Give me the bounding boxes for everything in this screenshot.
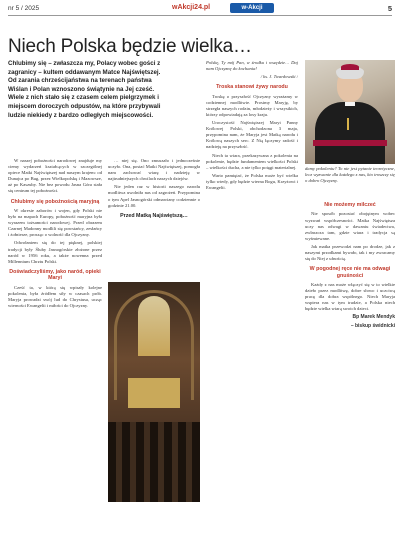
subheading: Przed Matką Najświętszą… <box>120 212 188 219</box>
paragraph: Troskę o przyszłość Ojczyzny wyrażamy w codziennej modlitwie. Prosimy Maryję, by strzegła naszych rodzin, młodzieży i wszystkich, którzy odpowiadają za losy kraju. <box>206 93 298 117</box>
subheading: W pogodnej ręce nie ma odwagi gnuśności <box>309 266 391 279</box>
paragraph: W naszej pobożności narodowej znajduje my ciemy wydarzeń kształcących w szczególnej opiece Matki Najświętszej nad naszym krajem: od Dunajca po Bug, przez Wielkopolskę i Mazowsze, aż po Kaszuby. Nie bez powodu Jasna Góra stała się centrum tej pobożności. <box>8 158 102 194</box>
photo-congregation <box>108 422 200 502</box>
paragraph: Nie jeden raz w historii naszego narodu modlitwa uwolniła nas od zagrożeń. Przypomina o tym Apel Jasnogórski odmawiany codziennie o godzinie 21.00. <box>108 184 200 208</box>
author-role: – biskup świdnicki <box>350 322 395 329</box>
bishop-portrait <box>305 60 395 164</box>
paragraph: … niej się. Ono zmuszało i jednocześnie uczyło. Ona, postać Matki Najświętszej, pomogła nam zachować wiarę i nadzieję w najtrudniejszych chwilach naszych dziejów. <box>108 158 200 182</box>
author-name: Bp Marek Mendyk <box>352 314 395 321</box>
portrait-side-text: damy pokoleniu? To nie jest pytanie teoretyczne, lecz wyzwanie dla każdego z nas, kto troszczy się o dobro Ojczyzny. <box>305 166 395 184</box>
poem-quote: Polskę, Ty mój Pan, w środku i wszędzie… Daj nam Ojczyznę do kochania! <box>206 60 298 72</box>
column-2 <box>108 158 200 278</box>
subheading: Doświadczyliśmy, jako naród, opieki Maryi <box>9 268 101 282</box>
brand-name[interactable]: wAkcji24.pl <box>172 4 211 11</box>
paragraph: Niech ta wiara, przekazywana z pokolenia na pokolenie, będzie fundamentem wielkości Polski – wielkości ducha, a nie tylko potęgi materialnej. <box>206 152 298 170</box>
portrait-cassock <box>315 102 385 164</box>
paragraph: Odwołaniem się do tej pięknej, polskiej tradycji były Śluby Jasnogórskie złożone przez naród w 1956 roku, a także nowenna przed Millennium Chrztu Polski. <box>8 240 102 264</box>
photo-altar <box>128 378 180 408</box>
paragraph: W okresie zaborów i wojen, gdy Polski nie było na mapach Europy, pobożność maryjna była wyrazem tożsamości narodowej. Przed obrazem Czarnej Madonny modlili się powstańcy, zesłańcy i żołnierze, prosząc o wolność dla Ojczyzny. <box>8 207 102 238</box>
subheading: Troska stanowi żywy narodu <box>216 84 288 91</box>
column-1 <box>8 158 102 498</box>
subheading: Nie możemy milczeć <box>324 202 376 208</box>
church-interior-photo <box>108 282 200 502</box>
paragraph: Cześć ta, w którą się wpisały kolejne pokolenia, była źródłem siły w czasach prób. Maryja prowadzi swój lud do Chrystusa, ucząc wierności Ewangelii i miłości do Ojczyzny. <box>8 284 102 308</box>
quote-source: / ks. J. Twardowski / <box>260 74 298 80</box>
article-lead: Chlubimy się – zwłaszcza my, Polacy wobec gości z zagranicy – kultem oddawanym Matce Najświętszej. Od zarania chrześcijaństwa na terenach państwa Wiślan i Polan wznoszono świątynie na Jej cześć. Wiele z nich stało się z czasem celem pielgrzymek i miejscem doroczych odpustów, na które przybywali ludzie niekiedy z bardzo odległych miejscowości. <box>8 60 161 119</box>
paragraph: Każdy z nas może włączyć się w to wielkie dzieło przez modlitwę, dobre słowo i uczciwą pracę dla dobra wspólnego. Niech Maryja wspiera nas w tym trudzie, a Polska niech będzie wielka wiarą swoich dzieci. <box>305 281 395 312</box>
page-header <box>8 3 392 15</box>
paragraph: Jak matka przewodzi nam po drodze, jak z naszymi przodkami bywało, tak i my zwracamy się do Niej z ufnością. <box>305 243 395 262</box>
pectoral-cross-icon <box>347 118 353 130</box>
paragraph: Uroczystość Najświętszej Maryi Panny Królowej Polski, obchodzona 3 maja, przypomina nam, że Maryja jest Matką narodu i Królową naszych serc. Z Nią łączymy radość i nadzieję na przyszłość. <box>206 120 298 150</box>
article-title: Niech Polska będzie wielka… <box>8 36 252 57</box>
paragraph: Warto pamiętać, że Polska może być wielka tylko wtedy, gdy będzie wierna Bogu, Krzyżowi i Ewangelii. <box>206 172 298 190</box>
page-number: 5 <box>387 4 392 13</box>
issue-number: nr 5 / 2025 <box>8 5 40 12</box>
subheading: Chlubimy się pobożnością maryjną <box>10 198 100 205</box>
column-3 <box>206 60 298 500</box>
header-rule <box>8 15 392 16</box>
portrait-zucchetto <box>341 64 359 70</box>
paragraph: Nie sposób pozostać obojętnym wobec wyzwań współczesności. Matka Najświętsza uczy nas odwagi w dawaniu świadectwa, zwłaszcza tam, gdzie wiara i tradycja są wyśmiewane. <box>305 211 395 241</box>
column-4 <box>305 198 395 528</box>
magazine-logo: w-Akcji <box>230 3 274 13</box>
portrait-collar <box>345 102 355 106</box>
photo-window <box>138 296 170 356</box>
portrait-sash <box>313 140 387 146</box>
